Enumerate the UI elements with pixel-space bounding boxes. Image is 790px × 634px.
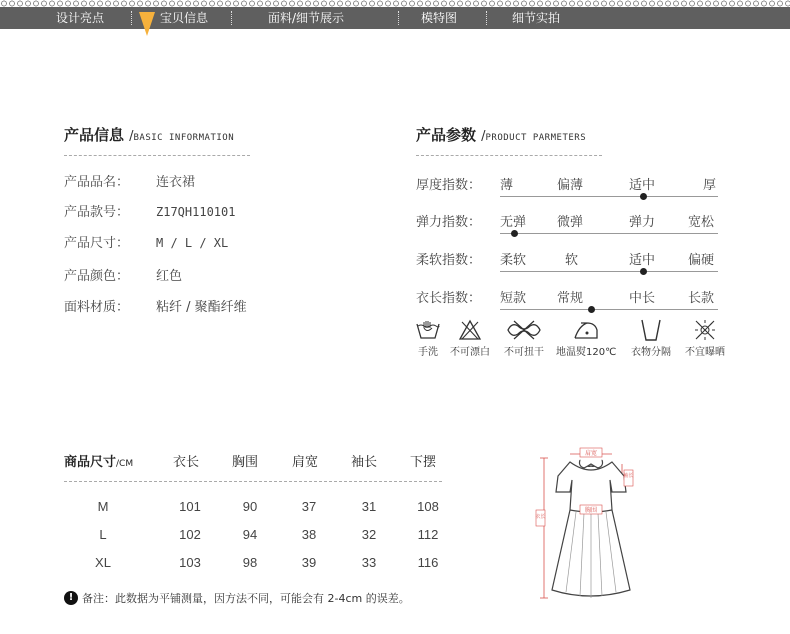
param-selected-dot [640, 193, 647, 200]
table-cell: 102 [179, 527, 201, 542]
table-cell: 101 [179, 499, 201, 514]
table-cell: L [99, 527, 107, 542]
no-sun-dry-icon [692, 318, 718, 342]
param-scale-line [500, 196, 718, 197]
nav-item-fabric-details[interactable]: 面料/细节展示 [268, 11, 345, 25]
param-option: 厚 [703, 178, 717, 193]
active-nav-marker [139, 12, 155, 36]
dress-measurement-diagram [530, 440, 650, 605]
nav-divider [131, 11, 132, 25]
separate-wash-icon [636, 318, 666, 342]
info-label: 产品品名： [64, 175, 130, 190]
param-option: 薄 [500, 178, 514, 193]
info-value: M / L / XL [156, 236, 229, 250]
info-label: 产品颜色： [64, 269, 130, 284]
table-cell: 32 [361, 527, 377, 542]
param-selected-dot [640, 268, 647, 275]
info-row-name [64, 171, 195, 190]
param-label-softness: 柔软指数： [416, 253, 482, 268]
size-table-header-size [64, 451, 133, 470]
care-item [621, 318, 681, 358]
size-table-header-sleeve: 袖长 [351, 455, 378, 470]
note-text: 备注：此数据为平铺测量，因方法不同，可能会有 2-4cm 的误差。 [82, 592, 410, 605]
product-info-divider [64, 155, 250, 156]
sleeve-label: 袖长 [623, 473, 634, 479]
nav-item-detail-shots[interactable]: 细节实拍 [512, 11, 561, 25]
size-table-header-shoulder: 肩宽 [292, 455, 319, 470]
info-value: 红色 [156, 269, 183, 284]
low-iron-icon [571, 318, 601, 342]
table-unit: /CM [116, 459, 134, 469]
nav-top-pattern [0, 0, 790, 7]
care-label: 不宜曝晒 [685, 347, 725, 358]
table-cell: 37 [301, 499, 317, 514]
care-item [440, 318, 500, 358]
care-label: 衣物分隔 [631, 347, 671, 358]
param-label-elasticity: 弹力指数： [416, 215, 482, 230]
param-label-length: 衣长指数： [416, 291, 482, 306]
param-option: 长款 [688, 291, 715, 306]
info-label: 产品款号： [64, 205, 130, 220]
info-label: 产品尺寸： [64, 236, 130, 251]
param-scale-line [500, 309, 718, 310]
parameters-subtitle: PRODUCT PARMETERS [485, 133, 587, 143]
care-label: 地温熨120℃ [556, 347, 617, 358]
table-cell: 90 [242, 499, 258, 514]
table-cell: 31 [361, 499, 377, 514]
param-option: 常规 [557, 291, 584, 306]
param-option: 中长 [629, 291, 656, 306]
param-scale-line [500, 271, 718, 272]
table-cell: 103 [179, 555, 201, 570]
table-cell: 33 [361, 555, 377, 570]
no-wring-icon [504, 318, 544, 342]
hand-wash-icon [415, 318, 441, 342]
info-row-sizes [64, 232, 228, 251]
param-label-thickness: 厚度指数： [416, 178, 482, 193]
info-row-style-number [64, 201, 235, 220]
care-label: 不可扭干 [504, 347, 544, 358]
info-row-material [64, 296, 247, 315]
care-label: 手洗 [418, 347, 438, 358]
param-selected-dot [511, 230, 518, 237]
chest-label: 胸围 [584, 507, 598, 514]
table-cell: XL [95, 555, 111, 570]
table-cell: 108 [417, 499, 439, 514]
param-option: 宽松 [688, 215, 715, 230]
length-label: 衣长 [535, 514, 546, 520]
size-table-header-hem: 下摆 [410, 455, 437, 470]
table-cell: 39 [301, 555, 317, 570]
nav-divider [231, 11, 232, 25]
parameters-divider [416, 155, 602, 156]
measurement-note [64, 590, 410, 606]
care-item [675, 318, 735, 358]
param-option: 弹力 [629, 215, 656, 230]
exclamation-icon: ! [64, 591, 78, 605]
param-selected-dot [588, 306, 595, 313]
nav-item-design-highlights[interactable]: 设计亮点 [56, 11, 105, 25]
parameters-title: 产品参数 [416, 126, 477, 144]
shoulder-label: 肩宽 [584, 450, 598, 457]
param-option: 偏硬 [688, 253, 715, 268]
param-option: 微弹 [557, 215, 584, 230]
table-cell: 38 [301, 527, 317, 542]
care-label: 不可漂白 [450, 347, 490, 358]
nav-divider [398, 11, 399, 25]
heading-slash: / [481, 129, 486, 144]
product-info-subtitle: BASIC INFORMATION [133, 133, 235, 143]
param-option: 适中 [629, 178, 656, 193]
size-table-header-chest: 胸围 [232, 455, 259, 470]
size-table-header-length: 衣长 [173, 455, 200, 470]
param-option: 无弹 [500, 215, 527, 230]
info-row-color [64, 265, 182, 284]
info-label: 面料材质： [64, 300, 130, 315]
table-cell: 116 [417, 555, 439, 570]
param-option: 短款 [500, 291, 527, 306]
care-item [494, 318, 554, 358]
nav-item-product-info[interactable]: 宝贝信息 [160, 11, 209, 25]
heading-slash: / [129, 129, 134, 144]
nav-divider [486, 11, 487, 25]
param-option: 软 [565, 253, 579, 268]
param-option: 适中 [629, 253, 656, 268]
no-bleach-icon [457, 318, 483, 342]
product-info-title: 产品信息 [64, 126, 125, 144]
param-option: 柔软 [500, 253, 527, 268]
nav-item-model-photos[interactable]: 模特图 [421, 11, 458, 25]
parameters-heading [416, 124, 586, 145]
info-value: 连衣裙 [156, 175, 196, 190]
table-cell: M [97, 499, 109, 514]
care-item [556, 318, 616, 358]
info-value: 粘纤 / 聚酯纤维 [156, 300, 247, 315]
size-table-divider [64, 481, 442, 482]
table-header-label: 商品尺寸 [64, 455, 117, 470]
param-option: 偏薄 [557, 178, 584, 193]
top-nav [0, 7, 790, 29]
table-cell: 94 [242, 527, 258, 542]
product-info-heading [64, 124, 234, 145]
param-scale-line [500, 233, 718, 234]
table-cell: 112 [417, 527, 439, 542]
table-cell: 98 [242, 555, 258, 570]
info-value: Z17QH110101 [156, 205, 236, 219]
